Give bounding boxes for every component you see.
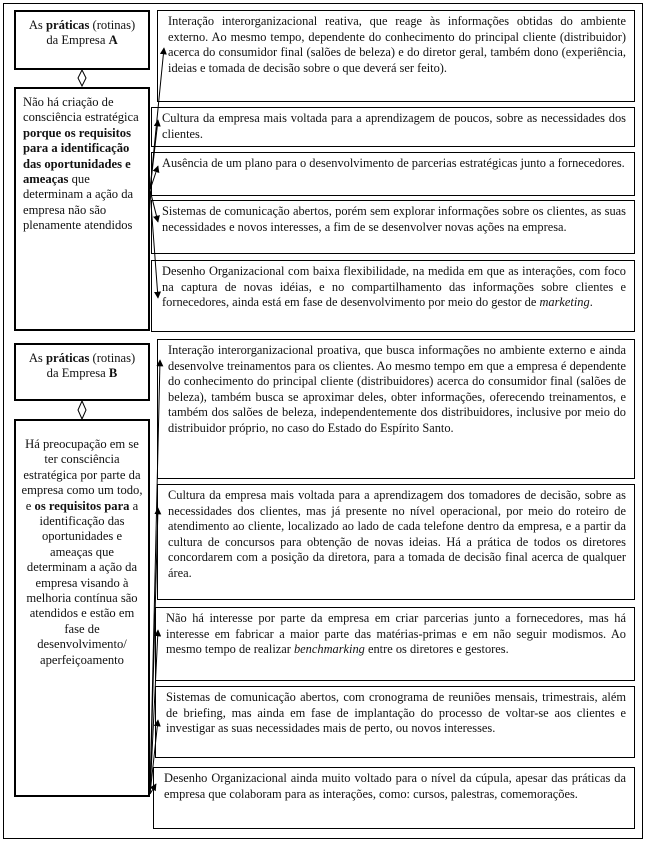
- diamond-connector-a: [78, 70, 86, 86]
- header-text: (rotinas) da Empresa: [46, 18, 136, 48]
- header-text: As: [28, 351, 46, 365]
- header-text: (rotinas) da Empresa: [46, 351, 136, 381]
- item-italic: benchmarking: [293, 642, 365, 657]
- item-text: Cultura da empresa mais voltada para a aprendizagem dos tomadores de decisão, sobre as necessidades dos clientes, mas já presente no nível operacional, por meio do roteiro de atendimento ao cliente, localizado ao lado de cada telefone dentro da empresa, e a partir da cultura de concursos para obtenção de novas ideias. Há a prática de todos os diretores concordarem com a posição da diretora, para a tomada de decisão final acerca de qualquer área.: [168, 488, 626, 580]
- header-text: As: [28, 18, 46, 32]
- item-text: Sistemas de comunicação abertos, com cronograma de reuniões mensais, trimestrais, além de briefing, mas ainda em fase de implantação do processo de voltar-se aos clientes e investigar as suas necessidades mais de perto, ou novos interesses.: [166, 690, 626, 736]
- item-text: Não há interesse por parte da empresa em criar parcerias junto a fornecedores, mas há interesse em fabricar a maior parte das matérias-primas e em não seguir modismos. Ao mesmo tempo de realizar: [166, 611, 626, 657]
- summary-text: a identificação das oportunidades e ameaças que determinam a ação da empresa visando à melhoria contínua são atendidos e estão em fase de desenvolvimento/ aperfeiçoamento: [26, 498, 139, 667]
- item-text: Desenho Organizacional ainda muito voltado para o nível da cúpula, apesar das práticas da empresa que colaboram para as interações, como: cursos, palestras, comemorações.: [164, 771, 626, 801]
- item-text: Desenho Organizacional com baixa flexibilidade, na medida em que as interações, com foco na captura de novas idéias, e no compartilhamento das informações sobre clientes e fornecedores, ainda está em fase de desenvolvimento por meio do gestor de: [162, 264, 626, 310]
- header-bold: práticas: [45, 351, 90, 365]
- summary-text: Há preocupação em se ter consciência estratégica por parte da empresa como um todo, e: [21, 437, 143, 513]
- summary-text: que determinam a ação da empresa não são plenamente atendidos: [23, 172, 134, 233]
- item-italic: marketing: [539, 295, 590, 310]
- header-bold: A: [108, 33, 118, 48]
- item-text: Ausência de um plano para o desenvolvimento de parcerias estratégicas junto a fornecedores.: [162, 156, 625, 170]
- header-bold: B: [108, 366, 118, 381]
- summary-bold: porque os requisitos para a identificação das oportunidades e ameaças: [23, 125, 132, 187]
- item-text: Interação interorganizacional proativa, que busca informações no ambiente externo e ainda desenvolve treinamentos para os clientes. Ao mesmo tempo em que a empresa é dependente do conhecimento do principal cliente (distribuidores) acerca do consumidor final (salões de beleza), também busca se aproximar deles, obter informações, oferecendo treinamentos, e também dos salões de beleza, independentemente dos distribuidores, inclusive por meio do distribuidor próprio, no caso do Estado do Espírito Santo.: [168, 343, 626, 435]
- item-text: Interação interorganizacional reativa, que reage às informações obtidas do ambiente externo. Ao mesmo tempo, dependente do conhecimento do principal cliente (distribuidor) acerca do consumidor final (salões de beleza) e do diretor geral, também dono (experiência, ideias e tomada de decisão sobre o que deverá ser feito).: [168, 14, 626, 75]
- summary-text: Não há criação de consciência estratégica: [23, 95, 139, 125]
- summary-bold: os requisitos para: [34, 498, 130, 513]
- header-bold: práticas: [45, 18, 90, 32]
- item-text: entre os diretores e gestores.: [364, 642, 509, 657]
- item-text: Sistemas de comunicação abertos, porém sem explorar informações sobre os clientes, as suas necessidades e novos interesses, a fim de se desenvolver novas ações na empresa.: [162, 204, 626, 234]
- item-text: Cultura da empresa mais voltada para a aprendizagem de poucos, sobre as necessidades dos clientes.: [162, 111, 626, 141]
- diamond-connector-b: [78, 401, 86, 419]
- item-text: .: [589, 295, 593, 310]
